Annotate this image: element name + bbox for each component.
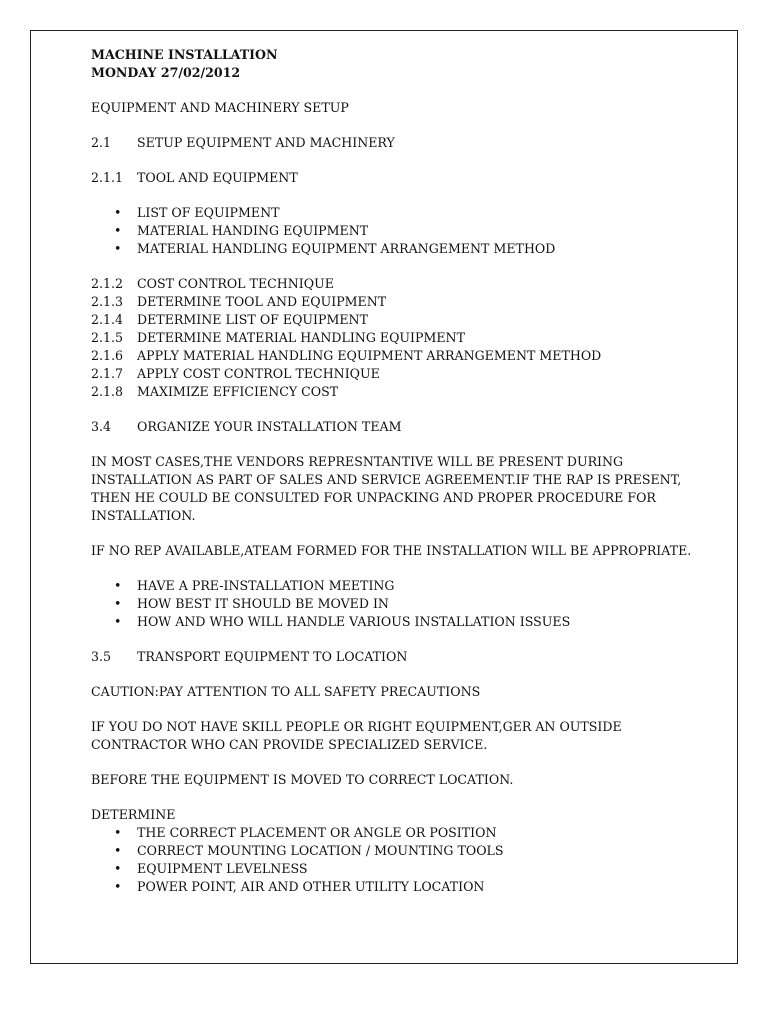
determine-bullet-list bbox=[91, 824, 721, 896]
item-text: DETERMINE LIST OF EQUIPMENT bbox=[137, 312, 368, 327]
paragraph-no-rep: IF NO REP AVAILABLE,ATEAM FORMED FOR THE INSTALLATION WILL BE APPROPRIATE. bbox=[91, 543, 692, 558]
paragraph-line: CONTRACTOR WHO CAN PROVIDE SPECIALIZED SERVICE. bbox=[91, 737, 488, 752]
numbered-item bbox=[91, 311, 721, 329]
list-item: • HOW AND WHO WILL HANDLE VARIOUS INSTALLATION ISSUES bbox=[91, 613, 721, 631]
document-page bbox=[30, 30, 738, 964]
list-item: • HAVE A PRE-INSTALLATION MEETING bbox=[91, 577, 721, 595]
list-item: • THE CORRECT PLACEMENT OR ANGLE OR POSITION bbox=[91, 824, 721, 842]
item-number: 2.1.5 bbox=[91, 330, 124, 345]
heading-3-5 bbox=[91, 648, 721, 666]
section-title: EQUIPMENT AND MACHINERY SETUP bbox=[91, 100, 349, 115]
list-item: • CORRECT MOUNTING LOCATION / MOUNTING TOOLS bbox=[91, 842, 721, 860]
list-item: • LIST OF EQUIPMENT bbox=[91, 204, 721, 222]
item-number: 2.1.4 bbox=[91, 312, 124, 327]
paragraph-line: INSTALLATION AS PART OF SALES AND SERVICE AGREEMENT.IF THE RAP IS PRESENT, bbox=[91, 472, 682, 487]
document-date: MONDAY 27/02/2012 bbox=[91, 65, 241, 80]
equipment-bullet-list bbox=[91, 204, 721, 258]
numbered-item bbox=[91, 293, 721, 311]
caution-text: CAUTION:PAY ATTENTION TO ALL SAFETY PRECAUTIONS bbox=[91, 684, 481, 699]
list-item: • MATERIAL HANDLING EQUIPMENT ARRANGEMENT METHOD bbox=[91, 240, 721, 258]
paragraph-line: INSTALLATION. bbox=[91, 508, 196, 523]
numbered-item bbox=[91, 383, 721, 401]
item-number: 2.1.7 bbox=[91, 366, 124, 381]
list-item: • POWER POINT, AIR AND OTHER UTILITY LOCATION bbox=[91, 878, 721, 896]
item-number: 2.1.3 bbox=[91, 294, 124, 309]
item-text: DETERMINE TOOL AND EQUIPMENT bbox=[137, 294, 387, 309]
list-item: • EQUIPMENT LEVELNESS bbox=[91, 860, 721, 878]
numbered-list bbox=[91, 275, 721, 401]
team-bullet-list bbox=[91, 577, 721, 631]
heading-text: TRANSPORT EQUIPMENT TO LOCATION bbox=[137, 649, 408, 664]
numbered-item bbox=[91, 365, 721, 383]
determine-label: DETERMINE bbox=[91, 807, 176, 822]
heading-number: 3.4 bbox=[91, 419, 112, 434]
item-text: APPLY COST CONTROL TECHNIQUE bbox=[137, 366, 380, 381]
heading-text: ORGANIZE YOUR INSTALLATION TEAM bbox=[137, 419, 402, 434]
document-title: MACHINE INSTALLATION bbox=[91, 47, 278, 62]
paragraph-before-move: BEFORE THE EQUIPMENT IS MOVED TO CORRECT LOCATION. bbox=[91, 772, 514, 787]
heading-3-4 bbox=[91, 418, 721, 436]
heading-2-1 bbox=[91, 134, 721, 152]
list-item: • HOW BEST IT SHOULD BE MOVED IN bbox=[91, 595, 721, 613]
item-number: 2.1.6 bbox=[91, 348, 124, 363]
paragraph-line: IN MOST CASES,THE VENDORS REPRESNTANTIVE WILL BE PRESENT DURING bbox=[91, 454, 624, 469]
paragraph-vendor-rep bbox=[91, 453, 691, 525]
heading-number: 2.1 bbox=[91, 135, 112, 150]
numbered-item bbox=[91, 347, 721, 365]
item-text: MAXIMIZE EFFICIENCY COST bbox=[137, 384, 339, 399]
heading-text: SETUP EQUIPMENT AND MACHINERY bbox=[137, 135, 395, 150]
item-number: 2.1.2 bbox=[91, 276, 124, 291]
heading-number: 2.1.1 bbox=[91, 170, 124, 185]
paragraph-line: THEN HE COULD BE CONSULTED FOR UNPACKING AND PROPER PROCEDURE FOR bbox=[91, 490, 656, 505]
heading-text: TOOL AND EQUIPMENT bbox=[137, 170, 298, 185]
heading-2-1-1 bbox=[91, 169, 721, 187]
numbered-item bbox=[91, 329, 721, 347]
item-text: COST CONTROL TECHNIQUE bbox=[137, 276, 334, 291]
list-item: • MATERIAL HANDING EQUIPMENT bbox=[91, 222, 721, 240]
paragraph-line: IF YOU DO NOT HAVE SKILL PEOPLE OR RIGHT EQUIPMENT,GER AN OUTSIDE bbox=[91, 719, 622, 734]
item-number: 2.1.8 bbox=[91, 384, 124, 399]
item-text: DETERMINE MATERIAL HANDLING EQUIPMENT bbox=[137, 330, 465, 345]
item-text: APPLY MATERIAL HANDLING EQUIPMENT ARRANGEMENT METHOD bbox=[137, 348, 602, 363]
document-content bbox=[91, 46, 721, 896]
paragraph-contractor bbox=[91, 718, 691, 754]
numbered-item bbox=[91, 275, 721, 293]
heading-number: 3.5 bbox=[91, 649, 112, 664]
